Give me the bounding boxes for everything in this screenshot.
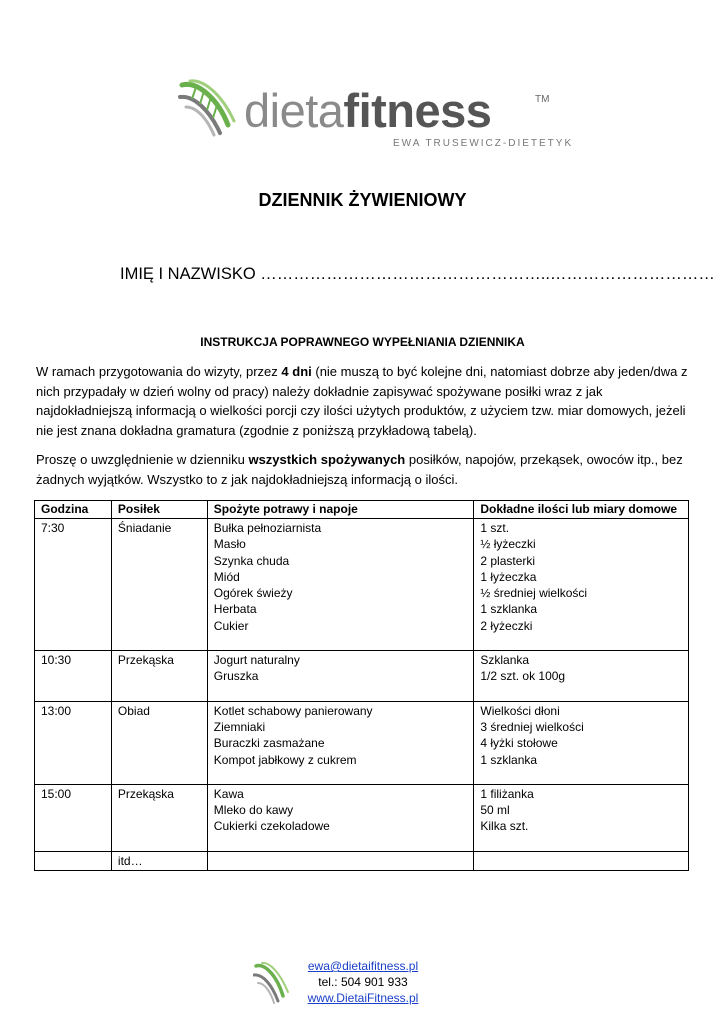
amount-item: 1 filiżanka (480, 786, 534, 801)
cell-amounts (474, 784, 689, 851)
cell-time: 13:00 (35, 701, 112, 784)
amount-item: 4 łyżki stołowe (480, 736, 558, 751)
food-item: Bułka pełnoziarnista (213, 521, 322, 535)
amount-item: 1 szklanka (480, 602, 538, 617)
header-meal: Posiłek (111, 501, 207, 519)
cell-foods (207, 701, 474, 784)
dna-helix-footer-icon (253, 960, 295, 1004)
amount-item: Kilka szt. (480, 819, 529, 834)
cell-meal: Śniadanie (111, 519, 207, 651)
amount-item: 1 szt. (480, 521, 510, 535)
cell-amounts (474, 519, 689, 651)
email-link[interactable]: ewa@dietaifitness.pl (307, 959, 419, 973)
food-item: Masło (213, 537, 246, 552)
table-row (35, 519, 689, 651)
cell-amounts (474, 651, 689, 702)
food-item: Cukierki czekoladowe (213, 819, 330, 834)
cell-foods (207, 851, 474, 870)
table-header-row (35, 501, 689, 519)
cell-meal: itd… (111, 851, 207, 870)
amount-item: ½ łyżeczki (480, 537, 536, 552)
cell-meal: Przekąska (111, 784, 207, 851)
cell-time (35, 851, 112, 870)
cell-meal: Przekąska (111, 651, 207, 702)
food-item: Cukier (213, 618, 249, 633)
instructions-paragraph-1: W ramach przygotowania do wizyty, przez 4 dni (nie muszą to być kolejne dni, natomiast dobrze aby jeden/dwa z nich przypadały w dzień wolny od pracy) należy dokładnie zapisywać spożywane posiłki wraz z jak najdokładniejszą informacją o wielkości porcji czy ilości użytych produktów, z użyciem tzw. miar domowych, jeżeli nie jest znana dokładna gramatura (zgodnie z poniższą przykładową tabelą). (36, 364, 688, 438)
food-item: Mleko do kawy (213, 803, 294, 818)
logo-wordmark (244, 86, 491, 136)
instructions-heading: INSTRUKCJA POPRAWNEGO WYPEŁNIANIA DZIENNIKA (200, 335, 525, 349)
logo-word-fitness: fitness (343, 84, 492, 137)
food-item: Jogurt naturalny (213, 653, 300, 668)
header-time: Godzina (35, 501, 112, 519)
cell-meal: Obiad (111, 701, 207, 784)
amount-item: 1 łyżeczka (480, 569, 537, 584)
days-count-emphasis: 4 dni (281, 364, 312, 379)
cell-time: 15:00 (35, 784, 112, 851)
dietafitness-logo (178, 72, 574, 162)
cell-foods (207, 784, 474, 851)
amount-item: 1 szklanka (480, 752, 538, 767)
cell-amounts (474, 701, 689, 784)
food-item: Ziemniaki (213, 719, 266, 734)
phone-number: tel.: 504 901 933 (318, 975, 408, 989)
name-field-line: IMIĘ I NAZWISKO ……………………………………………..………………………… (120, 265, 715, 283)
logo-subtitle: EWA TRUSEWICZ-DIETETYK (393, 138, 574, 149)
amount-item: Wielkości dłoni (480, 703, 560, 718)
cell-foods (207, 651, 474, 702)
table-row (35, 651, 689, 702)
logo-word-dieta: dieta (244, 84, 344, 137)
all-consumed-emphasis: wszystkich spożywanych (248, 452, 406, 467)
document-title: DZIENNIK ŻYWIENIOWY (258, 190, 467, 210)
amount-item: 1/2 szt. ok 100g (480, 669, 566, 684)
food-item: Buraczki zasmażane (213, 736, 325, 751)
table-row (35, 784, 689, 851)
header-foods: Spożyte potrawy i napoje (207, 501, 474, 519)
food-diary-table (34, 500, 689, 871)
amount-item: 2 łyżeczki (480, 618, 533, 633)
food-item: Szynka chuda (213, 553, 290, 568)
food-item: Ogórek świeży (213, 586, 293, 601)
instructions-paragraph-2: Proszę o uwzględnienie w dzienniku wszystkich spożywanych posiłków, napojów, przekąsek, owoców itp., bez żadnych wyjątków. Wszystko to z jak najdokładniejszą informacją o ilości. (36, 452, 683, 487)
food-item: Kompot jabłkowy z cukrem (213, 752, 357, 767)
table-row (35, 701, 689, 784)
amount-item: 50 ml (480, 803, 510, 818)
amount-item: 3 średniej wielkości (480, 719, 584, 734)
footer-text (300, 958, 426, 1006)
website-link[interactable]: www.DietaiFitness.pl (307, 991, 419, 1005)
cell-foods (207, 519, 474, 651)
amount-item: Szklanka (480, 653, 530, 668)
cell-time: 7:30 (35, 519, 112, 651)
food-item: Kawa (213, 786, 244, 801)
amount-item: 2 plasterki (480, 553, 536, 568)
food-item: Kotlet schabowy panierowany (213, 703, 373, 718)
table-row (35, 851, 689, 870)
header-amounts: Dokładne ilości lub miary domowe (474, 501, 689, 519)
food-item: Miód (213, 569, 240, 584)
food-item: Gruszka (213, 669, 259, 684)
dna-helix-logo-icon (178, 77, 248, 137)
food-item: Herbata (213, 602, 257, 617)
amount-item: ½ średniej wielkości (480, 586, 588, 601)
cell-amounts (474, 851, 689, 870)
cell-time: 10:30 (35, 651, 112, 702)
trademark-mark: TM (535, 94, 550, 105)
